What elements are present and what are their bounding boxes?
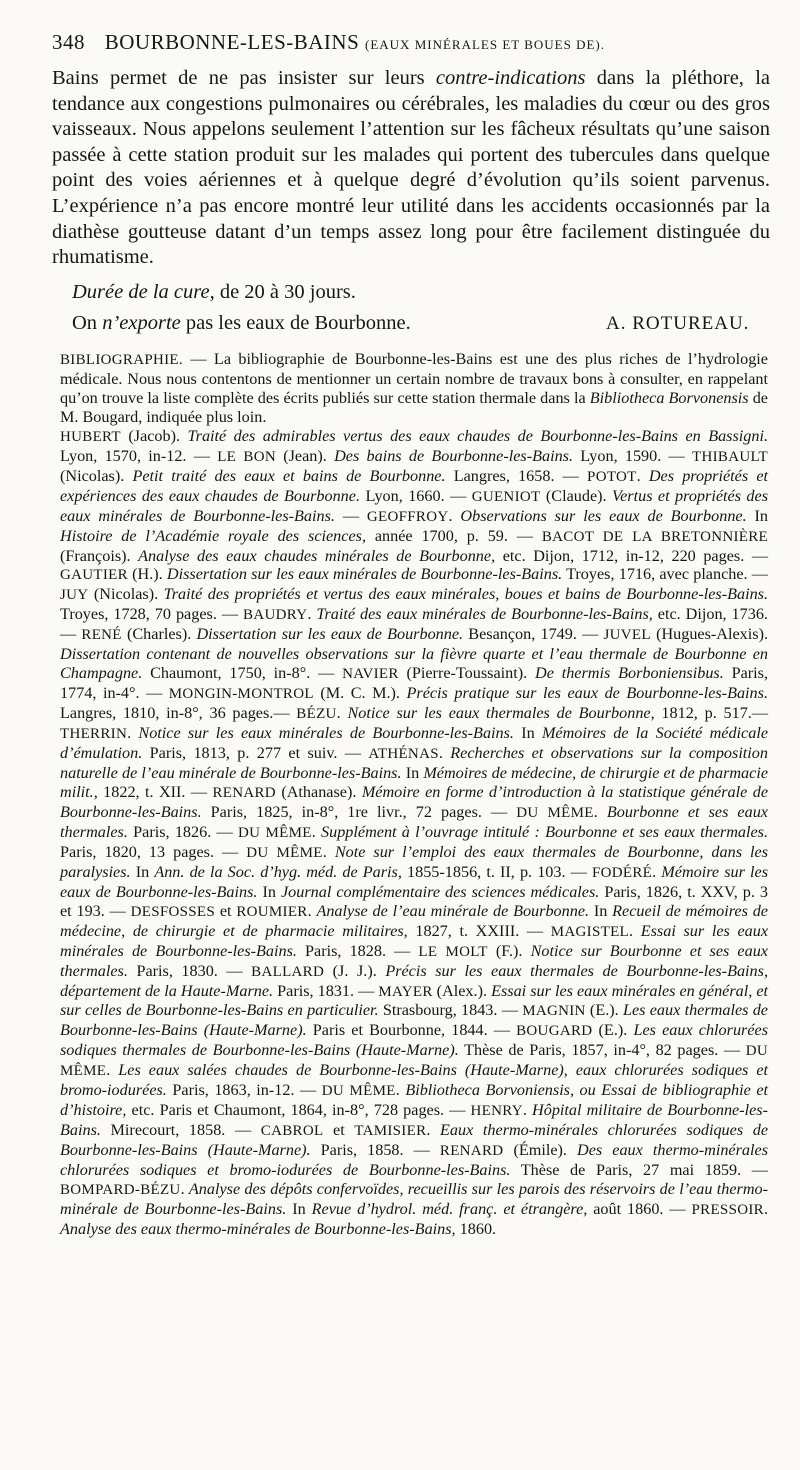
text-run: 1812, p. 517.— — [654, 704, 769, 723]
text-run: . — [127, 724, 139, 743]
text-run: Besançon, 1749. — — [463, 625, 604, 644]
text-run: (Jacob). — [120, 426, 188, 445]
text-run: (Pierre-Toussaint). — [398, 664, 535, 683]
work-title: Notice sur les eaux minérales de Bourbonne-les-Bains. — [138, 724, 514, 743]
author-name: NAVIER — [342, 666, 399, 683]
text-run: Langres, 1810, in-8°, 36 pages.— — [60, 704, 297, 723]
text-run: . — [336, 704, 348, 723]
text-run: . — [448, 506, 461, 525]
text-run: Mirecourt, 1858. — — [100, 1121, 261, 1140]
text-run: . — [652, 862, 662, 881]
work-title: Eaux thermo-minérales chlorurées sodiques de Bourbonne-les-Bains (Haute-Marne). — [60, 1121, 769, 1160]
author-name: FODÉRÉ — [591, 864, 653, 881]
text-run: pas les eaux de Bourbonne. — [180, 312, 411, 334]
author-name: DU MÊME — [60, 1043, 769, 1080]
author-name: BALLARD — [251, 963, 325, 980]
text-run: (François). — [60, 546, 139, 565]
work-title: Analyse des eaux chaudes minérales de Bourbonne, — [138, 546, 496, 565]
work-title: Mémoire sur les eaux de Bourbonne-les-Bains. — [60, 862, 769, 901]
text-run: . — [311, 822, 322, 841]
text-run: Bains permet de ne pas insister sur leurs — [52, 67, 436, 89]
text-run: 1822, t. XII. — — [97, 782, 213, 801]
work-title: Recherches et observations sur la composition naturelle de l’eau minérale de Bourbonne-les-Bains. — [60, 744, 768, 783]
text-run: (Hugues-Alexis). — [650, 625, 769, 644]
author-name: DESFOSSES — [130, 903, 216, 920]
text-run: . — [636, 466, 649, 485]
running-header — [52, 30, 772, 58]
text-run: . — [180, 1180, 189, 1199]
text-run: . — [438, 744, 451, 763]
work-title: Précis pratique sur les eaux de Bourbonne-les-Bains. — [406, 684, 768, 703]
work-title: Observations sur les eaux de Bourbonne. — [460, 506, 747, 525]
export-note — [72, 312, 411, 335]
author-name: ROUMIER — [236, 903, 308, 920]
work-title: Petit traité des eaux et bains de Bourbonne. — [132, 466, 446, 485]
text-run: . — [307, 901, 317, 920]
text-run: (Nicolas). — [60, 466, 133, 485]
work-title: Des eaux thermo-minérales chlorurées sodiques et bromo-iodurées de Bourbonne-les-Bains. — [60, 1141, 768, 1180]
author-name: LE BON — [217, 448, 276, 465]
work-title: Dissertation contenant de nouvelles observations sur la fièvre quarte et l’eau thermale de Bourbonne en Champagne. — [60, 645, 768, 683]
text-run: Langres, 1658. — — [445, 466, 588, 485]
author-name: BOMPARD-BÉZU — [60, 1182, 181, 1199]
bibliography-entries — [60, 427, 768, 1239]
text-run: Paris et Bourbonne, 1844. — — [306, 1021, 517, 1040]
work-title: Les eaux thermales de Bourbonne-les-Bains (Haute-Marne). — [60, 1001, 768, 1040]
work-title: Hôpital militaire de Bourbonne-les-Bains. — [60, 1101, 768, 1140]
text-run: (Athanase). — [275, 782, 362, 801]
bibliography-intro — [60, 350, 768, 427]
author-name: THIBAULT — [692, 448, 769, 465]
text-run: Paris, 1828. — — [296, 941, 419, 960]
page-number: 348 — [52, 30, 85, 54]
text-run: In — [746, 506, 769, 525]
text-run: (Alex.). — [432, 981, 492, 1000]
work-title: Analyse des dépôts confervoïdes, recueillis sur les parois des réservoirs de l’eau thermo-minérale de Bourbonne-les-Bains. — [60, 1180, 768, 1218]
text-run: (H.). — [127, 565, 167, 584]
author-name: RENARD — [212, 784, 276, 801]
work-title: Traité des admirables vertus des eaux chaudes de Bourbonne-les-Bains en Bassigni. — [187, 426, 768, 445]
text-run: (Charles). — [121, 625, 197, 644]
bibliography-heading: BIBLIOGRAPHIE. — [60, 352, 183, 368]
text-run: (E.). — [592, 1021, 634, 1040]
text-run: Paris, 1826. — — [127, 822, 238, 841]
text-run: (Émile). — [503, 1141, 578, 1160]
text-run: Lyon, 1590. — — [573, 446, 693, 465]
work-title: Dissertation sur les eaux de Bourbonne. — [196, 625, 464, 644]
text-run: . — [395, 1081, 406, 1100]
text-run: . — [307, 605, 317, 624]
text-run: Paris, 1820, 13 pages. — — [60, 842, 247, 861]
text-run: Troyes, 1716, avec planche. — — [562, 565, 768, 584]
author-name: CABROL — [260, 1123, 324, 1140]
work-title: Des propriétés et expériences des eaux chaudes de Bourbonne. — [60, 466, 769, 505]
author-name: POTOT — [587, 468, 637, 485]
text-run: Lyon, 1570, in-12. — — [60, 446, 218, 465]
text-run: Paris, 1830. — — [127, 961, 252, 980]
text-run: . — [106, 1061, 119, 1080]
author-name: MONGIN-MONTROL — [168, 686, 314, 703]
author-signature: A. ROTUREAU. — [606, 313, 750, 334]
text-run: In — [257, 882, 281, 901]
text-run: (E.). — [585, 1001, 623, 1020]
work-title: Traité des eaux minérales de Bourbonne-les-Bains, — [316, 605, 653, 624]
text-run: In — [286, 1199, 312, 1218]
text-run: Paris, 1831. — — [273, 981, 379, 1000]
author-name: GAUTIER — [60, 567, 128, 584]
work-title: Les eaux chlorurées sodiques thermales de Bourbonne-les-Bains (Haute-Marne). — [60, 1021, 769, 1060]
text-run: — La bibliographie de Bourbonne-les-Bains est une des plus riches de l’hydrologie médicale. Nous nous contentons de mentionner un certain nombre de travaux bons à consulter, en rappelant qu’on trouve la liste complète des écrits publiés sur cette station thermale dans la — [60, 350, 768, 407]
text-run: Paris, 1825, in-8°, 1re livr., 72 pages. — — [201, 802, 517, 821]
author-name: BOUGARD — [516, 1023, 593, 1040]
text-run: Paris, 1774, in-4°. — — [60, 664, 769, 703]
work-title: Recueil de mémoires de médecine, de chirurgie et de pharmacie militaires, — [60, 901, 768, 940]
text-run: On — [72, 312, 103, 334]
text-run: dans la pléthore, la tendance aux congestions pulmonaires ou cérébrales, les maladies du cœur ou des gros vaisseaux. Nous appelons seulement l’attention sur les fâcheux résultats qu’une saison passée à cette station produit sur les malades qui portent des tubercules dans quelque point des voies aériennes et à quelque degré d’évolution qu’ils soient parvenus. L’expérience n’a pas encore montré leur utilité dans les accidents occasionnés par la diathèse goutteuse datant d’un temps assez long pour être facilement distinguée du rhumatisme. — [52, 67, 770, 269]
author-name: MAGISTEL — [550, 923, 630, 940]
work-title: Vertus et propriétés des eaux minérales de Bourbonne-les-Bains. — [60, 486, 769, 525]
text-run: (Claude). — [540, 486, 613, 505]
bibliography-section — [60, 350, 768, 1239]
work-title: Notice sur Bourbonne et ses eaux thermales. — [60, 941, 768, 980]
text-run: etc. Dijon, 1736. — — [60, 605, 768, 644]
duration-label: Durée de la cure, — [72, 281, 215, 303]
text-run: . — [426, 1121, 441, 1140]
text-run: In — [513, 724, 542, 743]
text-run: Paris, 1858. — — [310, 1141, 440, 1160]
author-name: HENRY — [470, 1103, 523, 1120]
author-name: GEOFFROY — [366, 508, 449, 525]
work-title: Supplément à l’ouvrage intitulé : Bourbonne et ses eaux thermales. — [321, 822, 769, 841]
work-title: Précis sur les eaux thermales de Bourbonne-les-Bains, département de la Haute-Marne. — [60, 961, 768, 1000]
author-name: DU MÊME — [246, 844, 323, 861]
text-run: 1827, t. XXIII. — — [407, 921, 551, 940]
text-run: 1855-1856, t. II, p. 103. — — [401, 862, 592, 881]
work-title: Essai sur les eaux minérales en général, et sur celles de Bourbonne-les-Bains en particulier. — [60, 981, 769, 1020]
work-title: Revue d’hydrol. méd. franç. et étrangère, — [311, 1199, 588, 1218]
text-run: août 1860. — — [587, 1199, 692, 1218]
work-title: Les eaux salées chaudes de Bourbonne-les-Bains (Haute-Marne), eaux chlorurées sodiques et bromo-iodurées. — [60, 1061, 769, 1100]
text-run: etc. Paris et Chaumont, 1864, in-8°, 728 pages. — — [126, 1101, 471, 1120]
work-title: Mémoires de la Société médicale d’émulation. — [60, 724, 769, 763]
work-title: Des bains de Bourbonne-les-Bains. — [334, 446, 574, 465]
text-run: . — [593, 802, 607, 821]
text-run: — — [334, 506, 367, 525]
text-run: etc. Dijon, 1712, in-12, 220 pages. — — [495, 546, 769, 565]
text-run: Paris, 1826, t. XXV, p. 3 et 193. — — [60, 882, 769, 920]
author-name: DU MÊME — [516, 804, 594, 821]
text-run: de M. Bougard, indiquée plus loin. — [60, 388, 768, 426]
author-name: RENÉ — [81, 627, 122, 644]
work-title: Traité des propriétés et vertus des eaux minérales, boues et bains de Bourbonne-les-Bains. — [163, 585, 769, 604]
author-name: PRESSOIR — [691, 1201, 764, 1218]
paragraph-contre-indications — [52, 66, 770, 271]
text-run: . — [522, 1101, 533, 1120]
author-name: JUVEL — [603, 627, 651, 644]
header-subtitle: (EAUX MINÉRALES ET BOUES DE). — [365, 37, 606, 52]
author-name: MAYER — [378, 983, 433, 1000]
author-name: RENARD — [439, 1143, 504, 1160]
author-name: TAMISIER — [354, 1123, 427, 1140]
text-run: (J. J.). — [324, 961, 386, 980]
header-title: BOURBONNE-LES-BAINS — [104, 30, 360, 54]
text-run: Chaumont, 1750, in-8°. — — [142, 664, 343, 683]
text-run: année 1700, p. 59. — — [366, 526, 542, 545]
italic-run: n’exporte — [102, 312, 181, 334]
text-run: Strasbourg, 1843. — — [378, 1001, 523, 1020]
text-run: et — [323, 1121, 355, 1140]
author-name: DU MÊME — [321, 1083, 396, 1100]
work-title: Mémoires de médecine, de chirurgie et de pharmacie milit., — [60, 764, 769, 801]
italic-run: contre-indications — [435, 67, 586, 89]
cure-duration — [72, 281, 356, 304]
text-run: 1860. — [455, 1219, 497, 1238]
text-run: . — [763, 1199, 768, 1218]
author-name: BACOT DE LA BRETONNIÈRE — [541, 528, 769, 545]
work-title: De thermis Borboniensibus. — [535, 664, 724, 683]
text-run: Thèse de Paris, 1857, in-4°, 82 pages. — — [458, 1041, 746, 1060]
work-title: Essai sur les eaux minérales de Bourbonne-les-Bains. — [60, 921, 769, 960]
text-run: . — [629, 921, 641, 940]
text-run: (Nicolas). — [88, 585, 164, 604]
work-title: Mémoire en forme d’introduction à la statistique générale de Bourbonne-les-Bains. — [60, 782, 768, 821]
author-name: JUY — [60, 587, 89, 604]
author-name: THERRIN — [60, 726, 128, 743]
author-name: HUBERT — [60, 428, 121, 445]
body-paragraph — [52, 66, 770, 271]
author-name: GUENIOT — [471, 488, 541, 505]
text-run: In — [589, 901, 613, 920]
text-run: et — [215, 901, 237, 920]
text-run: In — [130, 862, 155, 881]
text-run: Lyon, 1660. — — [360, 486, 472, 505]
work-title: Bibliotheca Borvoniensis, ou Essai de bibliographie et d’histoire, — [60, 1081, 769, 1120]
work-title: Analyse des eaux thermo-minérales de Bourbonne-les-Bains, — [60, 1219, 456, 1238]
author-name: DU MÊME — [237, 824, 312, 841]
text-run: (Jean). — [275, 446, 335, 465]
work-title: Bourbonne et ses eaux thermales. — [60, 802, 768, 841]
work-title: Notice sur les eaux thermales de Bourbonne, — [347, 704, 655, 723]
text-run: Thèse de Paris, 27 mai 1859. — — [510, 1161, 768, 1180]
text-run: Troyes, 1728, 70 pages. — — [60, 605, 244, 624]
work-title: Dissertation sur les eaux minérales de Bourbonne-les-Bains. — [166, 565, 563, 584]
author-name: MAGNIN — [522, 1003, 586, 1020]
duration-value: de 20 à 30 jours. — [214, 281, 356, 303]
author-name: BAUDRY — [243, 607, 308, 624]
text-run: (M. C. M.). — [313, 684, 407, 703]
work-title: Ann. de la Soc. d’hyg. méd. de Paris, — [154, 862, 402, 881]
author-name: BÉZU — [296, 706, 337, 723]
italic-run: Bibliotheca Borvonensis — [589, 388, 749, 407]
author-name: ATHÉNAS — [368, 746, 439, 763]
author-name: LE MOLT — [418, 943, 488, 960]
work-title: Note sur l’emploi des eaux thermales de Bourbonne, dans les paralysies. — [60, 842, 769, 881]
text-run: Paris, 1863, in-12. — — [166, 1081, 322, 1100]
text-run: In — [401, 764, 424, 783]
work-title: Histoire de l’Académie royale des sciences, — [60, 526, 366, 545]
text-run: . — [322, 842, 335, 861]
work-title: Analyse de l’eau minérale de Bourbonne. — [316, 901, 590, 920]
text-run: (F.). — [487, 941, 531, 960]
text-run: Paris, 1813, p. 277 et suiv. — — [142, 744, 369, 763]
work-title: Journal complémentaire des sciences médicales. — [280, 882, 600, 901]
